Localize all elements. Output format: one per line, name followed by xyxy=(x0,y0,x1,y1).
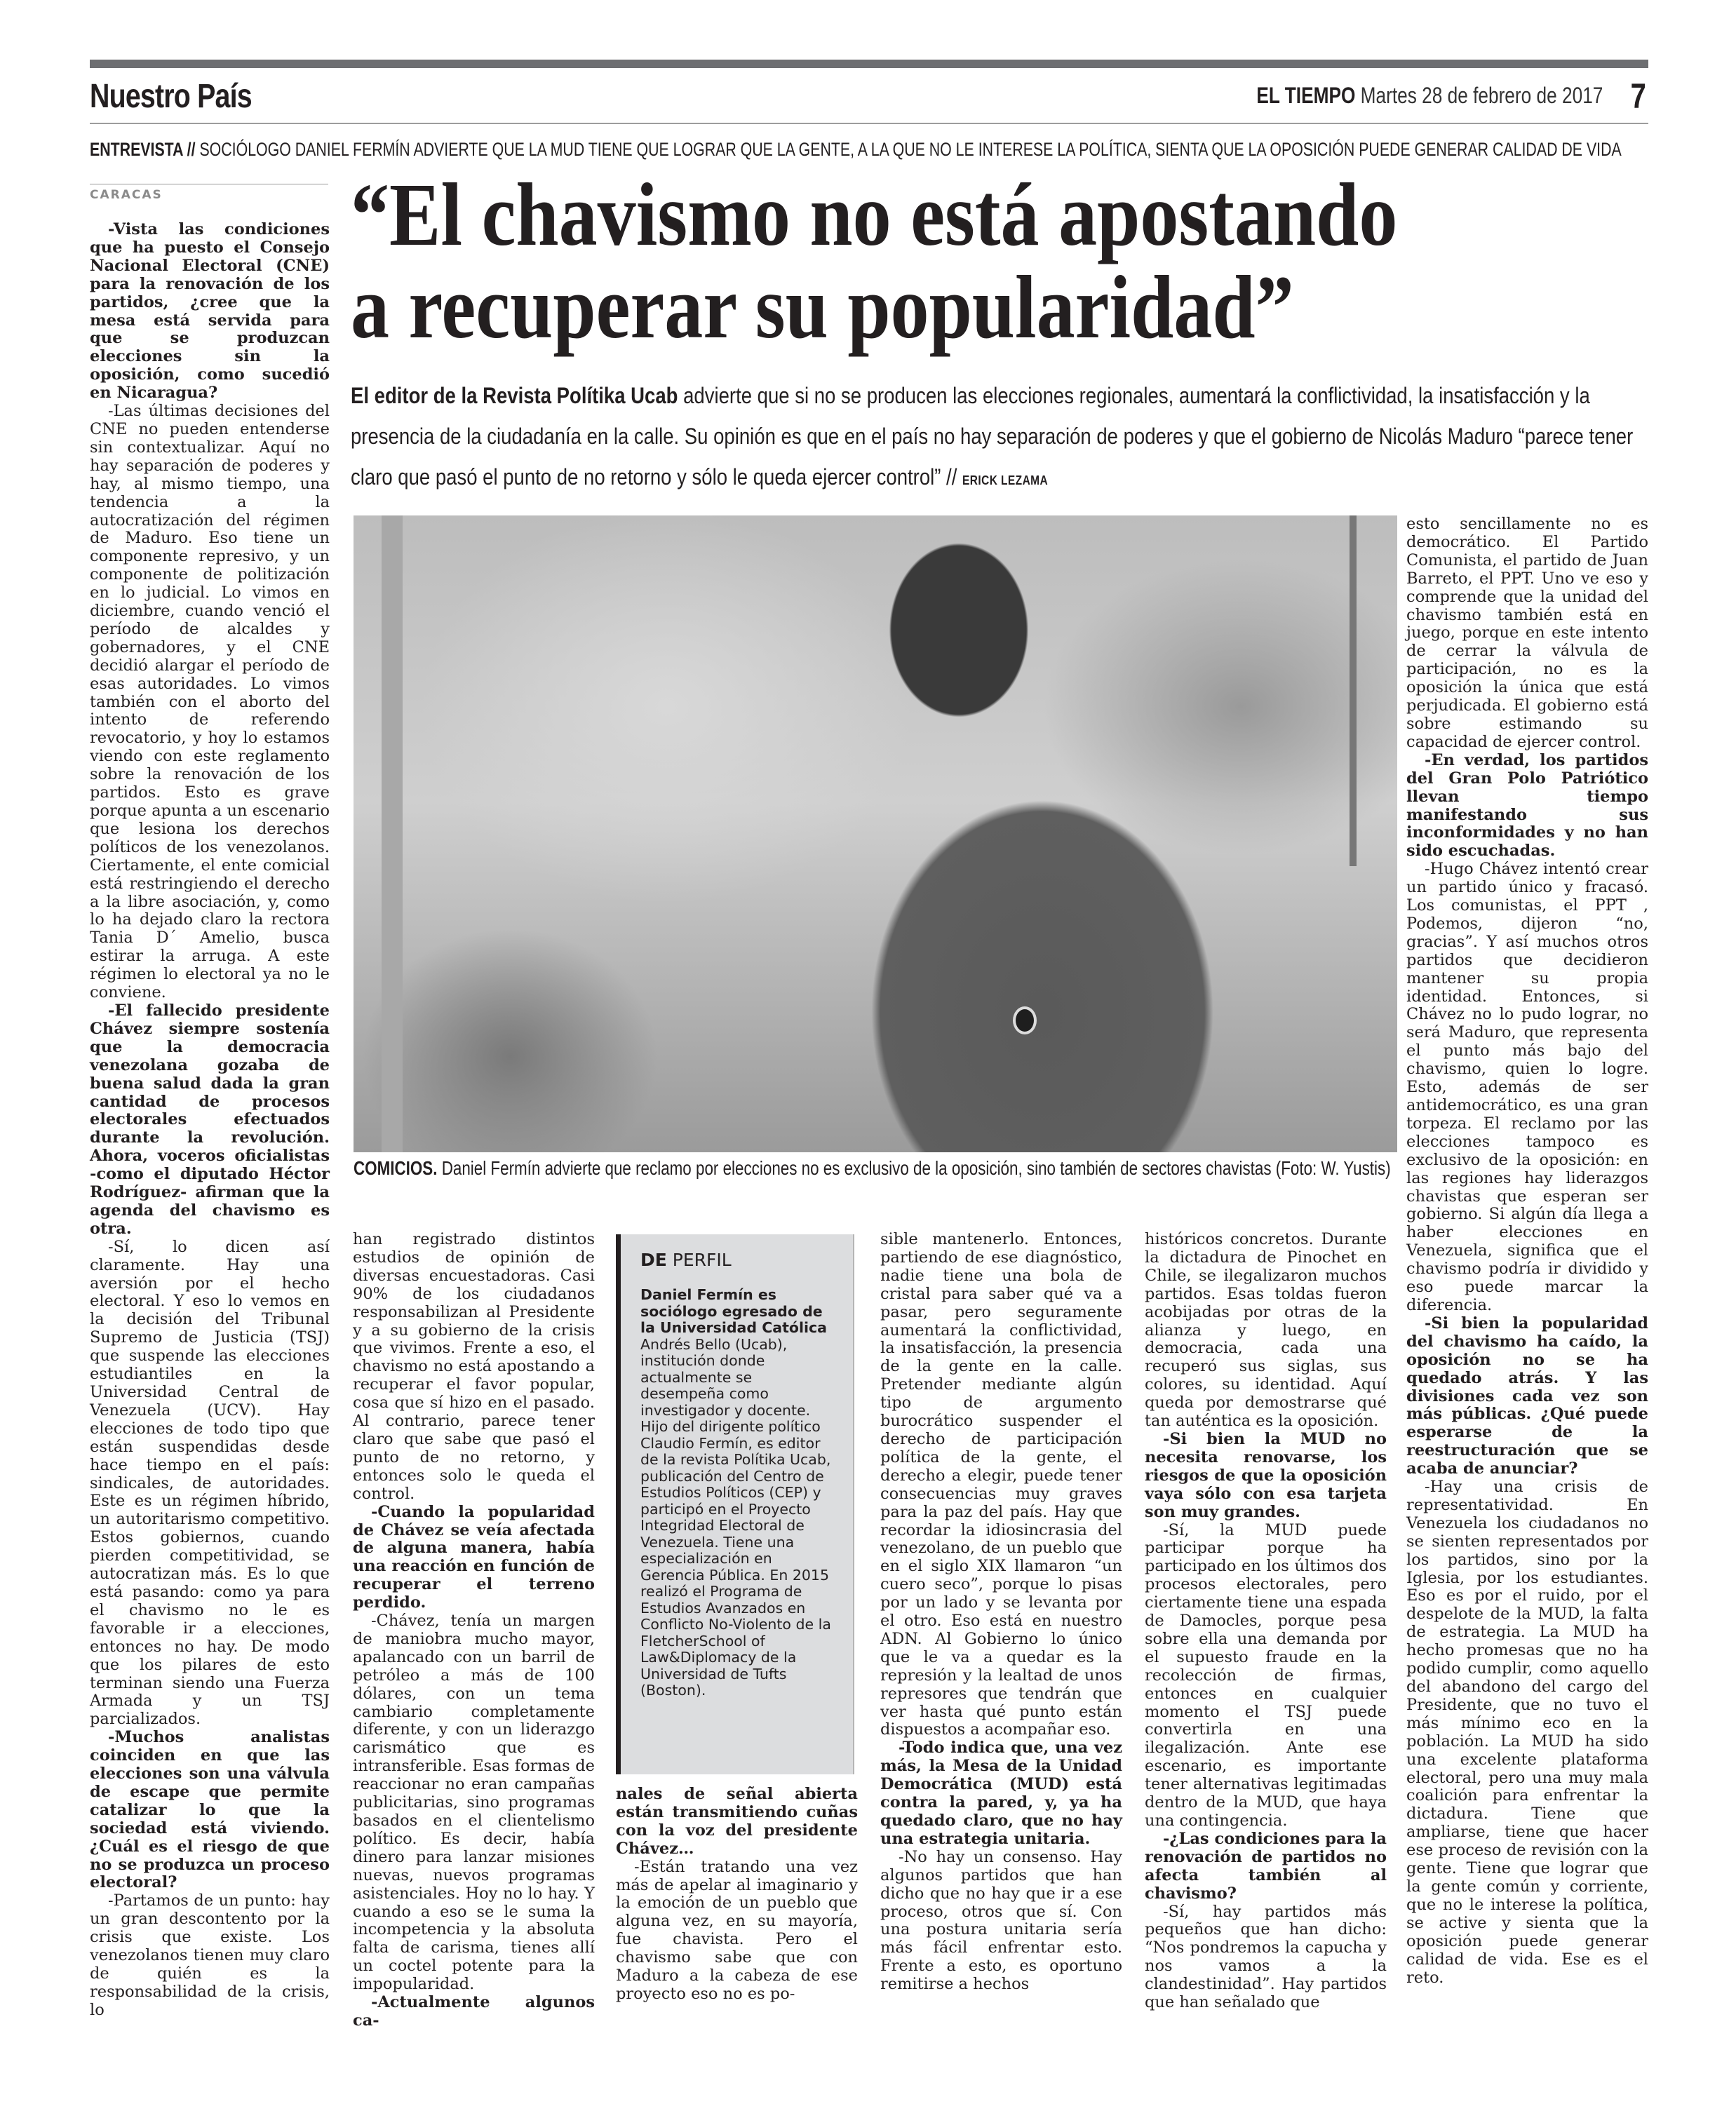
answer: -Chávez, tenía un margen de maniobra mucho mayor, apalancado con un barril de petróleo a más de 100 dólares, con un tema cambiario completamente diferente, y con un liderazgo carismático que es intransferible. Esas formas de reaccionar no eran campañas publicitarias, sino programas basados en el clientelismo político. Es decir, había dinero para lanzar misiones nuevas, nuevos programas asistenciales. Hoy no lo hay. Y cuando a eso se le suma la incompetencia y la absoluta falta de carisma, tienes allí un coctel potente para la impopularidad. xyxy=(353,1612,595,1994)
answer-continued: históricos concretos. Durante la dictadura de Pinochet en Chile, se ilegalizaron muchos partidos. Esas toldas fueron acobijadas por otras de la alianza y luego, en democracia, cada una recuperó sus siglas, sus colores, su identidad. Aquí queda por demostrarse qué tan auténtica es la oposición. xyxy=(1145,1230,1387,1431)
answer-continued: esto sencillamente no es democrático. El Partido Comunista, el partido de Juan Barreto, el PPT. Uno ve eso y comprende que la unidad del chavismo también está en juego, porque en este intento de cerrar la válvula de participación, no es la oposición la única que está perjudicada. El gobierno está sobre estimando su capacidad de ejercer control. xyxy=(1406,515,1648,751)
answer: -No hay un consenso. Hay algunos partidos que han dicho que no hay que ir a ese proceso, otros que sí. Con una postura unitaria sería más fácil enfrentar esto. Frente a esto, es oportuno remitirse a hechos xyxy=(880,1847,1122,1994)
tree-trunk xyxy=(382,515,403,1152)
profile-box xyxy=(616,1234,854,1774)
question: -¿Las condiciones para la renovación de partidos no afecta también al chavismo? xyxy=(1145,1829,1387,1903)
answer: -Sí, lo dicen así claramente. Hay una aversión por el hecho electoral. Y eso lo vemos en la decisión del Tribunal Supremo de Justicia (TSJ) que suspende las elecciones estudiantiles en la Universidad Central de Venezuela (UCV). Hay elecciones de todo tipo que están suspendidas desde hace tiempo en el país: sindicales, de autoridades. Este es un régimen híbrido, un autoritarismo competitivo. Estos gobiernos, cuando pierden competitividad, se autocratizan más. Es lo que está pasando: como ya para el chavismo no le es favorable ir a elecciones, entonces no hay. De modo que los pilares de esto terminan siendo una Fuerza Armada y un TSJ parcializados. xyxy=(90,1237,330,1729)
profile-text: Andrés Bello (Ucab), institución donde actualmente se desempeña como investigador y docente. Hijo del dirigente político Claudio Fermín, es editor de la revista Polítika Ucab, publicación del Centro de Estudios Políticos (CEP) y participó en el Proyecto Integridad Electoral de Venezuela. Tiene una especialización en Gerencia Pública. En 2015 realizó el Programa de Estudios Avanzados en Conflicto No-Violento de la FletcherSchool of Law&Diplomacy de la Universidad de Tufts (Boston). xyxy=(640,1335,831,1699)
question: -Muchos analistas coinciden en que las elecciones son una válvula de escape que permite catalizar lo que la sociedad está viviendo. ¿Cuál es el riesgo de que no se produzca un proceso electoral? xyxy=(90,1728,330,1892)
kicker-text: SOCIÓLOGO DANIEL FERMÍN ADVIERTE QUE LA MUD TIENE QUE LOGRAR QUE LA GENTE, A LA QUE NO LE INTERESE LA POLÍTICA, SIENTA QUE LA OPOSICIÓN PUEDE GENERAR CALIDAD DE VIDA xyxy=(199,139,1622,160)
answer: -Están tratando una vez más de apelar al imaginario y la emoción de un pueblo que alguna vez, en su mayoría, fue chavista. Pero el chavismo sabe que con Maduro a la cabeza de ese proyecto eso no es po- xyxy=(616,1857,858,2003)
section-title: Nuestro País xyxy=(90,78,252,115)
photo-caption xyxy=(354,1157,1391,1180)
caption-lead: COMICIOS. xyxy=(354,1157,438,1179)
article-column-4 xyxy=(880,1231,1122,1994)
answer: -Hay una crisis de representatividad. En Venezuela los ciudadanos no se sienten representados por los partidos, sino por la Iglesia, por los estudiantes. Eso es por el ruido, por el despelote de la MUD, la falta de estrategia. La MUD ha hecho promesas que no ha podido cumplir, como aquello del abandono del cargo del Presidente, que no tuvo el más mínimo eco en la población. La MUD ha sido una excelente plataforma electoral, pero una muy mala coalición para enfrentar la dictadura. Tiene que ampliarse, tiene que hacer ese proceso de revisión con la gente. Tiene que lograr que la gente común y corriente, que no le interese la política, se active y sienta que la oposición puede generar calidad de vida. Ese es el reto. xyxy=(1406,1478,1648,1987)
article-photo xyxy=(354,515,1397,1152)
headline-line-2: a recuperar su popularidad” xyxy=(351,257,1294,357)
publication-date: Martes 28 de febrero de 2017 xyxy=(1360,83,1603,108)
answer: -Hugo Chávez intentó crear un partido único y fracasó. Los comunistas, el PPT , Podemos, dijeron “no, gracias”. Y así muchos otros partidos que decidieron mantener su propia identidad. Entonces, si Chávez no lo pudo lograr, no será Maduro, que representa el punto más bajo del chavismo, quien lo logre. Esto, además de ser antidemocrático, es una gran torpeza. El reclamo por las elecciones tampoco es exclusivo de la oposición: en las regiones hay liderazgos chavistas que esperan ser gobierno. Si algún día llega a haber elecciones en Venezuela, significa que el chavismo podría ir dividido y eso puede marcar la diferencia. xyxy=(1406,860,1648,1314)
article-column-2 xyxy=(353,1231,595,2030)
answer-continued: sible mantenerlo. Entonces, partiendo de ese diagnóstico, nadie tiene una bola de cristal para saber qué va a pasar, pero seguramente aumentará la conflictividad, la insatisfacción, la presencia de la gente en la calle. Pretender mediante algún tipo de argumento burocrático suspender el derecho de participación política de la gente, el derecho a elegir, puede tener consecuencias muy graves para la paz del país. Hay que recordar la idiosincrasia del venezolano, de un pueblo que en el siglo XIX llamaron “un cuero seco”, porque lo pisas por un lado y se levanta por el otro. Eso está en nuestro ADN. Al Gobierno lo único que le va a quedar es la represión y la lealtad de unos represores que tendrán que ver hasta qué punto están dispuestos a acompañar eso. xyxy=(880,1230,1122,1739)
watch-icon xyxy=(1013,1006,1037,1034)
article-column-right xyxy=(1406,515,1648,1987)
answer: -Las últimas decisiones del CNE no pueden entenderse sin contextualizar. Aquí no hay separación de poderes y hay, al mismo tiempo, una tendencia a la autocratización del régimen de Maduro. Eso tiene un componente represivo, y un componente de politización en lo judicial. Lo vimos en diciembre, cuando venció el período de alcaldes y gobernadores, y el CNE decidió alargar el período de esas autoridades. Lo vimos también con el aborto del intento de referendo revocatorio, y hoy lo estamos viendo con este reglamento sobre la renovación de los partidos. Esto es grave porque apunta a un escenario que lesiona los derechos políticos de los venezolanos. Ciertamente, el ente comicial está restringiendo el derecho a la libre asociación, y, como lo ha dejado claro la rectora Tania D´ Amelio, busca estirar la arruga. A este régimen lo electoral ya no le conviene. xyxy=(90,402,330,1002)
kicker xyxy=(90,139,1622,161)
article-column-5 xyxy=(1145,1231,1387,2012)
newspaper-brand: EL TIEMPO xyxy=(1256,83,1355,108)
deck-text: advierte que si no se producen las elecciones regionales, aumentará la conflictividad, la insatisfacción y la presencia de la ciudadanía en la calle. Su opinión es que en el país no hay separación de poderes y que el gobierno de Nicolás Maduro “parece tener claro que pasó el punto de no retorno y sólo le queda ejercer control” // xyxy=(351,383,1634,490)
kicker-label: ENTREVISTA // xyxy=(90,139,196,160)
question: -Cuando la popularidad de Chávez se veía afectada de alguna manera, había una reacción en función de recuperar el terreno perdido. xyxy=(353,1502,595,1612)
deck-lead: El editor de la Revista Polítika Ucab xyxy=(351,383,678,408)
page-number: 7 xyxy=(1630,76,1646,116)
profile-body xyxy=(640,1287,837,1699)
caption-text: Daniel Fermín advierte que reclamo por elecciones no es exclusivo de la oposición, sino también de sectores chavistas (Foto: W. Yustis) xyxy=(437,1157,1391,1179)
question: -En verdad, los partidos del Gran Polo Patriótico llevan tiempo manifestando sus inconformidades y no han sido escuchadas. xyxy=(1406,750,1648,861)
byline: ERICK LEZAMA xyxy=(962,473,1049,487)
profile-lead: Daniel Fermín es sociólogo egresado de la Universidad Católica xyxy=(640,1286,827,1336)
dateline: CARACAS xyxy=(90,188,163,202)
tree-trunk xyxy=(1350,515,1357,866)
question: -Si bien la MUD no necesita renovarse, los riesgos de que la oposición vaya sólo con esa tarjeta son muy grandes. xyxy=(1145,1429,1387,1521)
question: -Vista las condiciones que ha puesto el Consejo Nacional Electoral (CNE) para la renovación de los partidos, ¿cree que la mesa está servida para que se produzcan elecciones sin la oposición, como sucedió en Nicaragua? xyxy=(90,220,330,403)
header-rule xyxy=(90,123,1648,124)
masthead xyxy=(1256,83,1603,109)
question: -Todo indica que, una vez más, la Mesa de la Unidad Democrática (MUD) está contra la pared, y, ya ha quedado claro, que no hay una estrategia unitaria. xyxy=(880,1739,1122,1848)
answer-continued: han registrado distintos estudios de opinión de diversas encuestadoras. Casi 90% de los ciudadanos responsabilizan al Presidente y a su gobierno de la crisis que vivimos. Frente a eso, el chavismo no está apostando a recuperar el favor popular, cosa que sí hizo en el pasado. Al contrario, parece tener claro que sabe que pasó el punto de no retorno, y entonces solo le queda el control. xyxy=(353,1230,595,1503)
deck xyxy=(351,375,1669,501)
answer: -Sí, la MUD puede participar porque ha participado en los últimos dos procesos electorales, pero ciertamente tiene una espada de Damocles, porque pesa sobre ella una demanda por el supuesto fraude en la recolección de firmas, entonces en cualquier momento el TSJ puede convertirla en una ilegalización. Ante ese escenario, es importante tener alternativas legitimadas dentro de la MUD, que haya una contingencia. xyxy=(1145,1520,1387,1830)
profile-title-rest: PERFIL xyxy=(666,1250,732,1270)
profile-title xyxy=(640,1250,837,1270)
answer: -Partamos de un punto: hay un gran descontento por la crisis que existe. Los venezolanos tienen muy claro de quién es la responsabilidad de la crisis, lo xyxy=(90,1891,330,2019)
headline xyxy=(351,165,1398,357)
article-column-1 xyxy=(90,221,330,2020)
question: -El fallecido presidente Chávez siempre sostenía que la democracia venezolana gozaba de buena salud dada la gran cantidad de procesos electorales efectuados durante la revolución. Ahora, voceros oficialistas -como el diputado Héctor Rodríguez- afirman que la agenda del chavismo es otra. xyxy=(90,1001,330,1238)
question: -Si bien la popularidad del chavismo ha caído, la oposición no se ha quedado atrás. Y las divisiones cada vez son más públicas. ¿Qué puede esperarse de la reestructuración que se acaba de anunciar? xyxy=(1406,1314,1648,1478)
article-column-3 xyxy=(616,1786,858,2004)
headline-line-1: “El chavismo no está apostando xyxy=(351,165,1398,264)
profile-title-bold: DE xyxy=(640,1250,667,1270)
header-top-bar xyxy=(90,60,1648,68)
question: -Actualmente algunos ca- xyxy=(353,1993,595,2030)
question-continued: nales de señal abierta están transmitiendo cuñas con la voz del presidente Chávez… xyxy=(616,1785,858,1858)
answer: -Sí, hay partidos más pequeños que han dicho: “Nos pondremos la capucha y nos vamos a la clandestinidad”. Hay partidos que han señalado que xyxy=(1145,1902,1387,2012)
